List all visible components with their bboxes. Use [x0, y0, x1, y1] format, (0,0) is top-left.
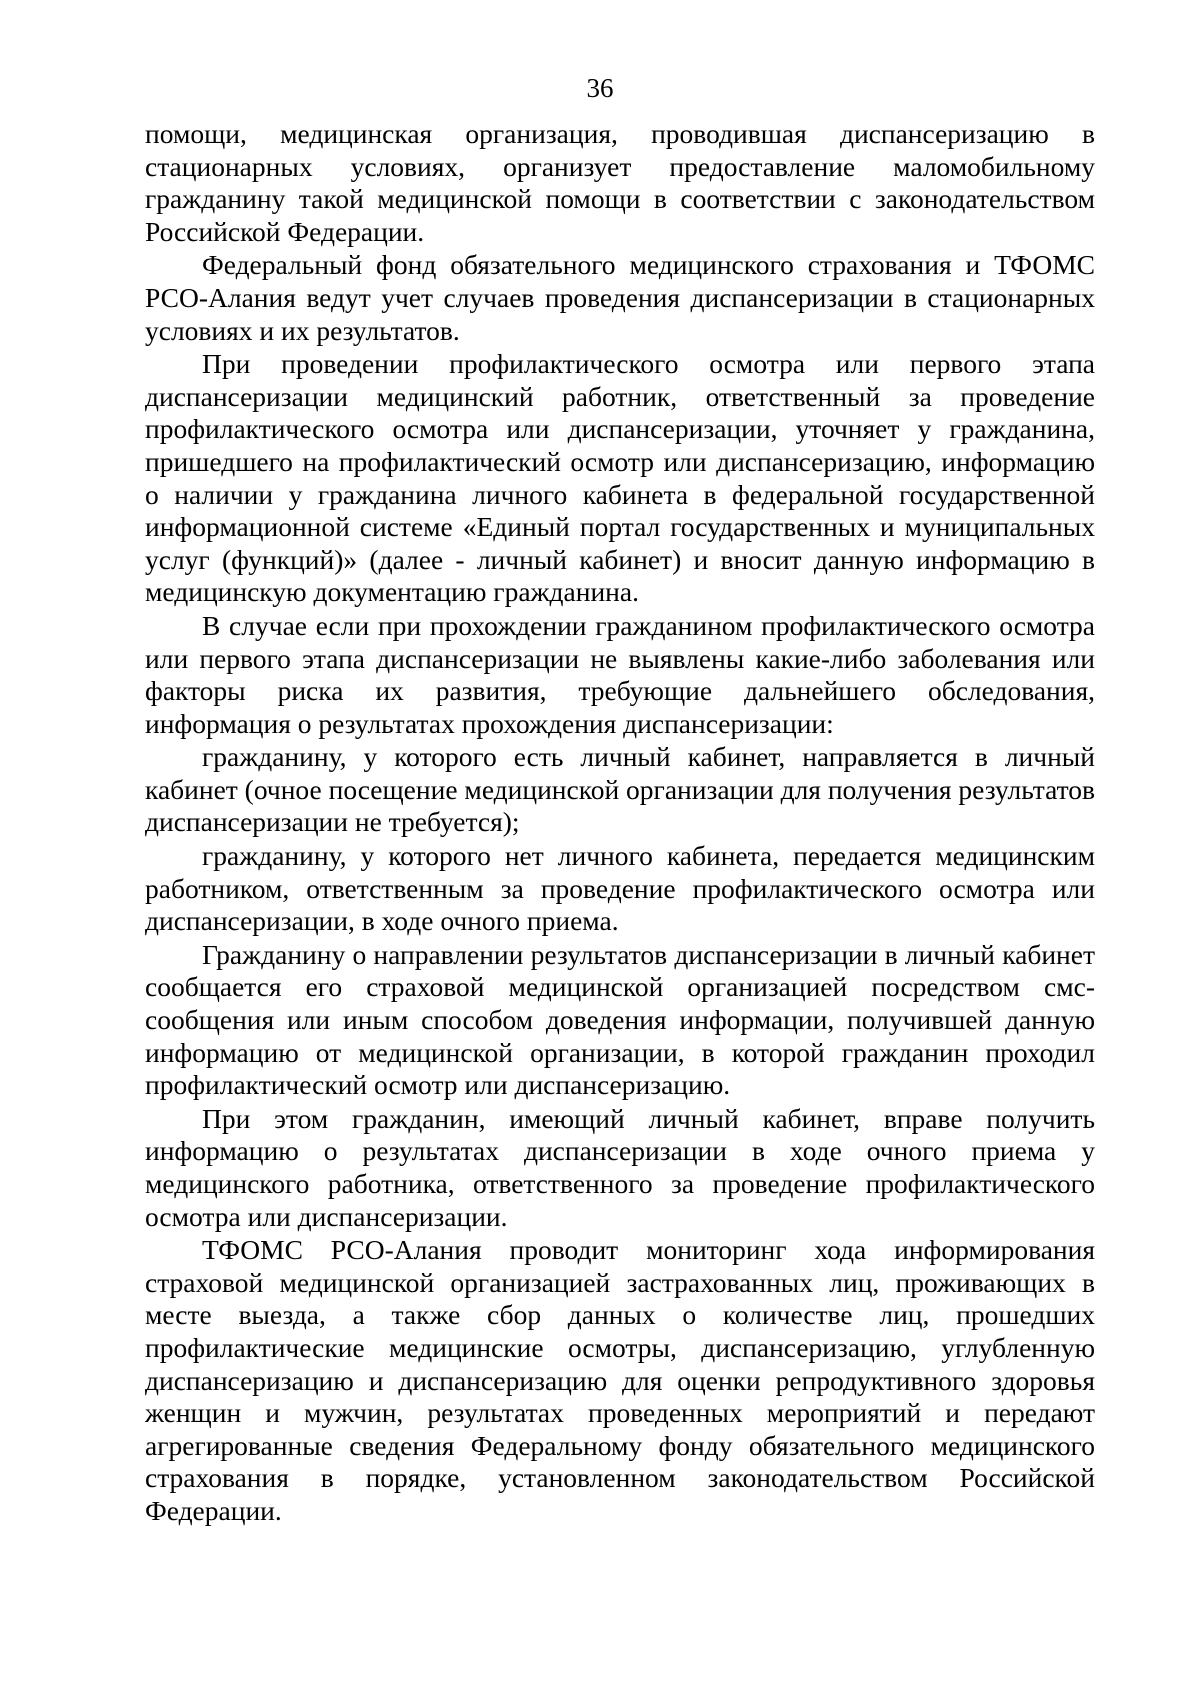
paragraph-continuation: помощи, медицинская организация, проводившая диспансеризацию в стационарных условиях, организует предоставление маломобильному гражданину такой медицинской помощи в соответствии с законодательством Российской Федерации.	[145, 118, 1095, 247]
document-body	[145, 118, 1095, 1529]
paragraph: В случае если при прохождении гражданином профилактического осмотра или первого этапа диспансеризации не выявлены какие-либо заболевания или факторы риска их развития, требующие дальнейшего обследования, информация о результатах прохождения диспансеризации:	[145, 609, 1095, 739]
paragraph: Федеральный фонд обязательного медицинского страхования и ТФОМС РСО-Алания ведут учет случаев проведения диспансеризации в стационарных условиях и их результатов.	[145, 249, 1095, 346]
paragraph: Гражданину о направлении результатов диспансеризации в личный кабинет сообщается его страховой медицинской организацией посредством смс-сообщения или иным способом доведения информации, получившей данную информацию от медицинской организации, в которой гражданин проходил профилактический осмотр или диспансеризацию.	[145, 938, 1095, 1101]
paragraph: ТФОМС РСО-Алания проводит мониторинг хода информирования страховой медицинской организацией застрахованных лиц, проживающих в месте выезда, а также сбор данных о количестве лиц, прошедших профилактические медицинские осмотры, диспансеризацию, углубленную диспансеризацию и диспансеризацию для оценки репродуктивного здоровья женщин и мужчин, результатах проведенных мероприятий и передают агрегированные сведения Федеральному фонду обязательного медицинского страхования в порядке, установленном законодательством Российской Федерации.	[145, 1234, 1095, 1526]
paragraph: При проведении профилактического осмотра или первого этапа диспансеризации медицинский работник, ответственный за проведение профилактического осмотра или диспансеризации, уточняет у гражданина, пришедшего на профилактический осмотр или диспансеризацию, информацию о наличии у гражданина личного кабинета в федеральной государственной информационной системе «Единый портал государственных и муниципальных услуг (функций)» (далее - личный кабинет) и вносит данную информацию в медицинскую документацию гражданина.	[145, 348, 1095, 608]
paragraph: гражданину, у которого нет личного кабинета, передается медицинским работником, ответственным за проведение профилактического осмотра или диспансеризации, в ходе очного приема.	[145, 840, 1095, 937]
paragraph: гражданину, у которого есть личный кабинет, направляется в личный кабинет (очное посещение медицинской организации для получения результатов диспансеризации не требуется);	[145, 741, 1095, 838]
paragraph: При этом гражданин, имеющий личный кабинет, вправе получить информацию о результатах диспансеризации в ходе очного приема у медицинского работника, ответственного за проведение профилактического осмотра или диспансеризации.	[145, 1102, 1095, 1232]
page-number: 36	[586, 73, 614, 103]
